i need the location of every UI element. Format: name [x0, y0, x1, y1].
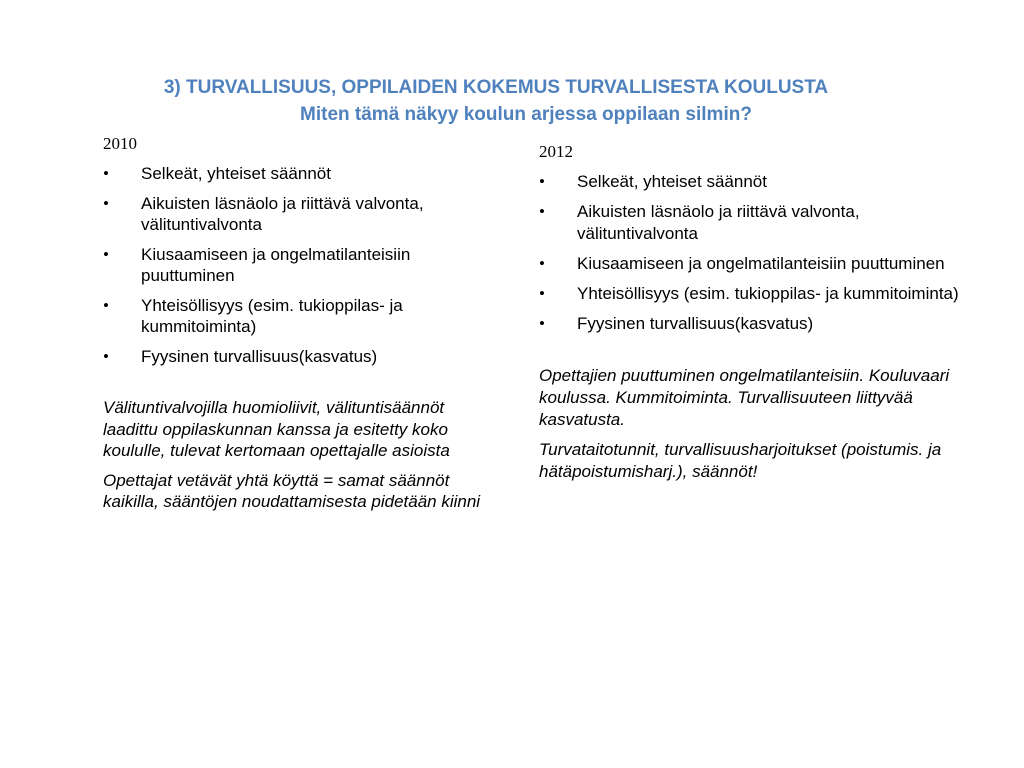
list-item	[539, 171, 969, 193]
column-2012	[539, 141, 969, 491]
title-line-1: 3) TURVALLISUUS, OPPILAIDEN KOKEMUS TURVALLISESTA KOULUSTA	[163, 77, 829, 98]
list-item-text: Aikuisten läsnäolo ja riittävä valvonta, välituntivalvonta	[577, 202, 860, 243]
list-item-text: Fyysinen turvallisuus(kasvatus)	[141, 346, 378, 366]
year-label-2010: 2010	[103, 134, 137, 153]
list-item-text: Yhteisöllisyys (esim. tukioppilas- ja kummitoiminta)	[577, 284, 959, 303]
list-item	[539, 253, 969, 275]
notes-2012	[539, 365, 969, 483]
note-paragraph: Opettajat vetävät yhtä köyttä = samat säännöt kaikilla, sääntöjen noudattamisesta pidetään kiinni	[103, 470, 481, 511]
list-item	[539, 283, 969, 305]
bullet-icon: •	[539, 254, 545, 273]
title-line-2: Miten tämä näkyy koulun arjessa oppilaan silmin?	[300, 104, 752, 125]
list-item-text: Aikuisten läsnäolo ja riittävä valvonta, välituntivalvonta	[141, 193, 424, 234]
bullet-icon: •	[103, 164, 109, 183]
year-label-2012: 2012	[539, 142, 573, 161]
list-item	[103, 163, 483, 185]
bullet-list-2010	[103, 163, 483, 367]
bullet-icon: •	[103, 244, 109, 264]
list-item	[103, 295, 483, 338]
bullet-icon: •	[539, 172, 545, 191]
list-item	[539, 313, 969, 335]
bullet-icon: •	[539, 284, 545, 303]
list-item	[539, 201, 969, 245]
list-item-text: Kiusaamiseen ja ongelmatilanteisiin puuttuminen	[141, 244, 411, 285]
bullet-icon: •	[539, 314, 545, 333]
list-item	[103, 193, 483, 236]
note-paragraph: Turvataitotunnit, turvallisuusharjoitukset (poistumis. ja hätäpoistumisharj.), säännöt!	[539, 440, 942, 481]
notes-2010	[103, 397, 483, 513]
bullet-icon: •	[103, 295, 109, 315]
list-item	[103, 346, 483, 368]
slide-title	[0, 74, 1024, 128]
list-item-text: Selkeät, yhteiset säännöt	[141, 164, 331, 183]
bullet-icon: •	[539, 202, 545, 221]
list-item-text: Yhteisöllisyys (esim. tukioppilas- ja kummitoiminta)	[141, 295, 403, 336]
list-item	[103, 244, 483, 287]
bullet-list-2012	[539, 171, 969, 335]
list-item-text: Fyysinen turvallisuus(kasvatus)	[577, 314, 814, 333]
note-paragraph: Opettajien puuttuminen ongelmatilanteisiin. Kouluvaari koulussa. Kummitoiminta. Turvallisuuteen liittyvää kasvatusta.	[539, 366, 950, 429]
column-2010	[103, 133, 483, 521]
list-item-text: Selkeät, yhteiset säännöt	[577, 172, 767, 191]
bullet-icon: •	[103, 346, 109, 366]
list-item-text: Kiusaamiseen ja ongelmatilanteisiin puuttuminen	[577, 254, 945, 273]
bullet-icon: •	[103, 193, 109, 213]
note-paragraph: Välituntivalvojilla huomioliivit, välituntisäännöt laadittu oppilaskunnan kanssa ja esitetty koko koululle, tulevat kertomaan opettajalle asioista	[103, 398, 450, 460]
